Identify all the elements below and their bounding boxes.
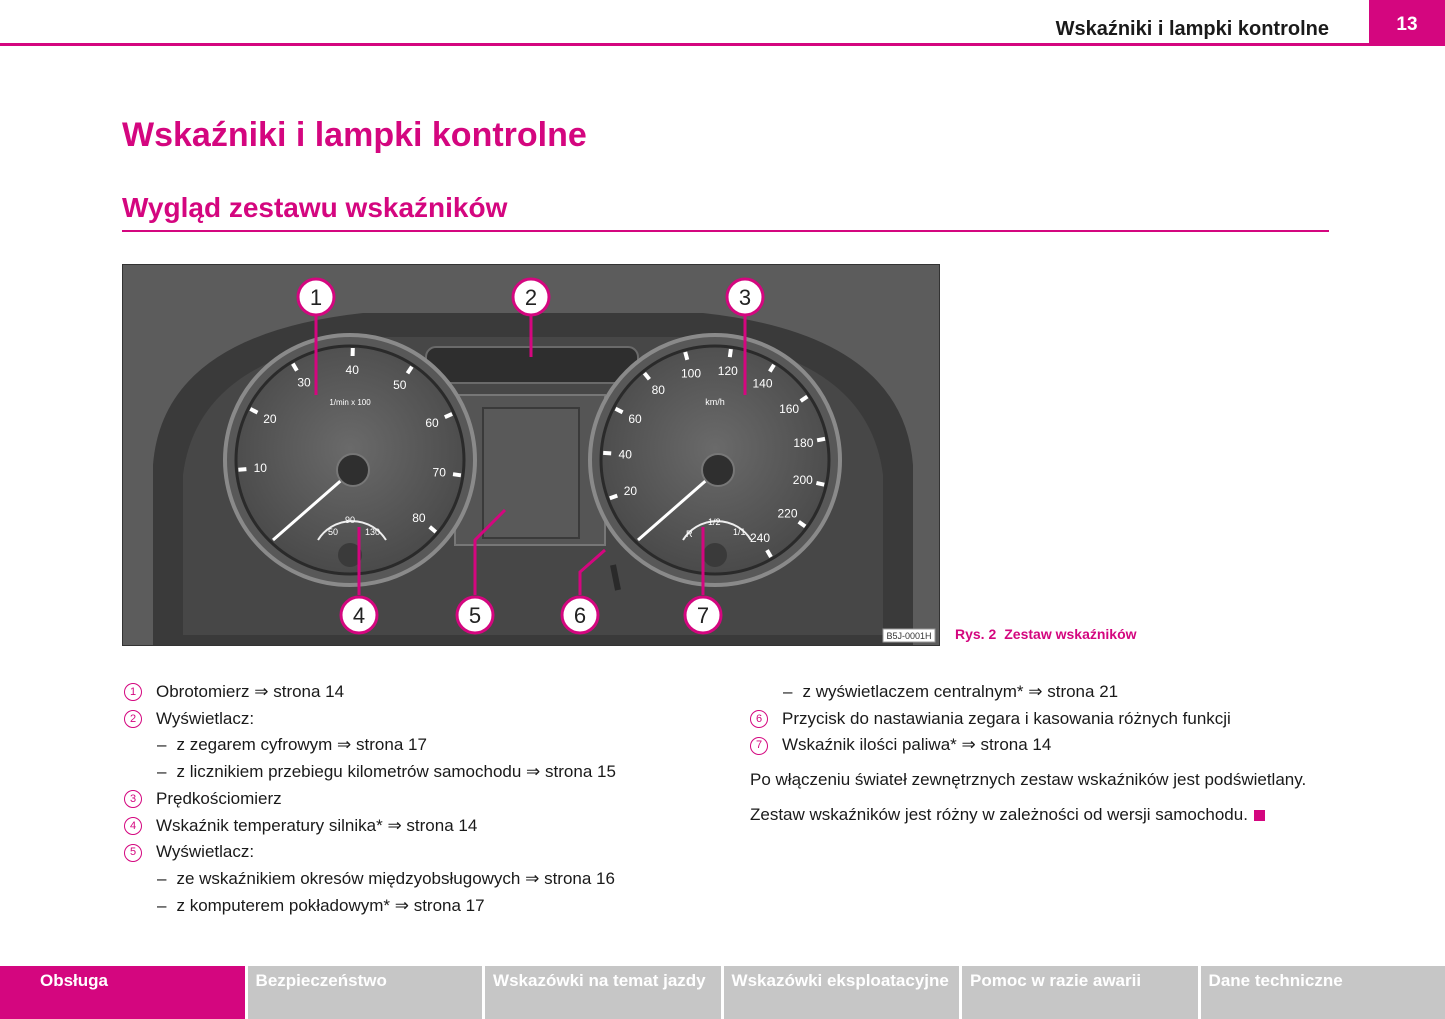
temp-tick: 130 [365, 527, 381, 537]
legend-subitem-text: z wyświetlaczem centralnym* ⇒ strona 21 [802, 682, 1119, 701]
speedometer-tick-mark [685, 352, 687, 360]
legend-item [124, 786, 724, 813]
tachometer-tick-label: 70 [432, 465, 446, 480]
body-paragraph: Po włączeniu świateł zewnętrznych zestaw wskaźników jest podświetlany. [750, 770, 1307, 790]
legend-subitem-text: ze wskaźnikiem okresów międzyobsługowych ⇒ strona 16 [176, 868, 615, 888]
tachometer-tick-mark [453, 474, 461, 475]
legend-subitem-text: z zegarem cyfrowym ⇒ strona 17 [176, 735, 427, 755]
legend-number: 2 [124, 710, 142, 728]
tachometer-tick-label: 50 [393, 378, 407, 392]
speedometer-tick-mark [610, 496, 618, 499]
header-rule [0, 43, 1445, 46]
subsection-rule [122, 230, 1329, 232]
speedometer-tick-mark [603, 453, 611, 454]
legend-item [124, 706, 724, 733]
speedometer-tick-label: 200 [792, 472, 813, 487]
callout-number: 7 [696, 603, 710, 628]
fuel-tick: 1/2 [708, 517, 721, 527]
legend-subitem: – z komputerem pokładowym* ⇒ strona 17 [157, 895, 485, 915]
tachometer-tick-label: 30 [297, 375, 311, 390]
footer-tab-wskazowki-eksploatacyjne[interactable]: Wskazówki eksploatacyjne [724, 966, 960, 1019]
tachometer-tick-label: 10 [253, 460, 267, 475]
tachometer-tick-label: 20 [263, 411, 277, 426]
legend-subitem-text: z komputerem pokładowym* ⇒ strona 17 [176, 895, 485, 915]
callout-number: 2 [524, 285, 538, 310]
footer-tab-obsluga[interactable]: Obsługa [0, 966, 245, 1019]
footer-tab-dane-techniczne[interactable]: Dane techniczne [1201, 966, 1445, 1019]
legend-right-column [750, 679, 1350, 829]
legend-item [124, 813, 724, 840]
speedometer-tick-mark [817, 439, 825, 441]
speedometer-tick-label: 100 [680, 366, 702, 381]
legend-text: Obrotomierz ⇒ strona 14 [156, 682, 345, 701]
legend-subitem: – z licznikiem przebiegu kilometrów samochodu ⇒ strona 15 [157, 762, 616, 782]
tachometer-tick-label: 40 [345, 363, 359, 377]
speedometer-unit: km/h [705, 397, 725, 407]
legend-subitem: – z wyświetlaczem centralnym* ⇒ strona 21 [783, 682, 1119, 701]
body-paragraph-final [750, 802, 1350, 829]
legend-text: Prędkościomierz [156, 788, 282, 808]
speedometer-tick-mark [730, 349, 731, 357]
callout-number: 6 [573, 603, 587, 628]
speedometer-tick-label: 240 [749, 530, 771, 545]
figure-code: B5J-0001H [886, 631, 932, 641]
legend-text: Wyświetlacz: [156, 842, 255, 862]
legend-subitem: – ze wskaźnikiem okresów międzyobsługowych ⇒ strona 16 [157, 868, 615, 888]
speedometer-tick-label: 220 [777, 506, 798, 521]
temp-tick: 50 [328, 527, 339, 537]
fuel-tick: 1/1 [733, 527, 746, 537]
tachometer-unit: 1/min x 100 [329, 398, 371, 407]
speedometer-tick-mark [816, 483, 824, 485]
callout-number: 4 [352, 603, 366, 628]
legend-left-column [124, 679, 724, 919]
legend-number: 3 [124, 790, 142, 808]
callout-number: 1 [309, 285, 323, 310]
legend-number: 1 [124, 683, 142, 701]
speedometer-tick-label: 80 [651, 383, 665, 398]
figure-caption [955, 626, 1137, 642]
legend-text: Wskaźnik ilości paliwa* ⇒ strona 14 [782, 735, 1052, 755]
speedometer-tick-label: 40 [618, 447, 632, 462]
caption-text: Zestaw wskaźników [1004, 626, 1137, 642]
legend-number: 6 [750, 710, 768, 728]
footer-tab-pomoc-awarii[interactable]: Pomoc w razie awarii [962, 966, 1198, 1019]
legend-number: 7 [750, 737, 768, 755]
subsection-heading: Wygląd zestawu wskaźników [122, 192, 508, 223]
legend-item [124, 839, 724, 866]
legend-item [750, 732, 1350, 759]
callout-number: 3 [738, 285, 752, 310]
running-header-title: Wskaźniki i lampki kontrolne [1055, 18, 1329, 40]
end-of-section-mark [1254, 810, 1265, 821]
speedometer-tick-label: 120 [717, 363, 738, 378]
tachometer-tick-label: 80 [412, 510, 426, 525]
legend-text: Przycisk do nastawiania zegara i kasowania różnych funkcji [782, 708, 1231, 728]
legend-item [750, 706, 1350, 733]
instrument-cluster-figure [122, 264, 940, 646]
footer-navigation [0, 966, 1445, 1019]
speedometer-tick-label: 180 [793, 436, 814, 450]
fuel-tick: R [686, 529, 693, 539]
caption-label: Rys. 2 [955, 626, 997, 642]
legend-text: Wyświetlacz: [156, 708, 255, 728]
legend-text: Wskaźnik temperatury silnika* ⇒ strona 14 [156, 815, 478, 835]
legend-subitem: – z zegarem cyfrowym ⇒ strona 17 [157, 735, 427, 755]
tachometer-tick-mark [238, 469, 246, 470]
legend-item [124, 679, 724, 706]
legend-number: 4 [124, 817, 142, 835]
legend-number: 5 [124, 844, 142, 862]
body-paragraph-text: Zestaw wskaźników jest różny w zależności od wersji samochodu. [750, 804, 1248, 824]
callout-number: 5 [468, 603, 482, 628]
speedometer-tick-label: 60 [628, 411, 642, 426]
instrument-cluster-illustration [123, 265, 939, 645]
speedometer-tick-label: 160 [779, 402, 800, 416]
speedometer-tick-label: 20 [623, 483, 638, 498]
page-number: 13 [1369, 0, 1445, 44]
section-heading: Wskaźniki i lampki kontrolne [122, 116, 587, 154]
footer-tab-bezpieczenstwo[interactable]: Bezpieczeństwo [248, 966, 483, 1019]
footer-tab-wskazowki-jazdy[interactable]: Wskazówki na temat jazdy [485, 966, 721, 1019]
legend-subitem-text: z licznikiem przebiegu kilometrów samochodu ⇒ strona 15 [176, 762, 616, 782]
temp-tick: 90 [345, 515, 356, 525]
speedometer-tick-label: 140 [752, 376, 773, 391]
tachometer-tick-label: 60 [425, 416, 439, 430]
